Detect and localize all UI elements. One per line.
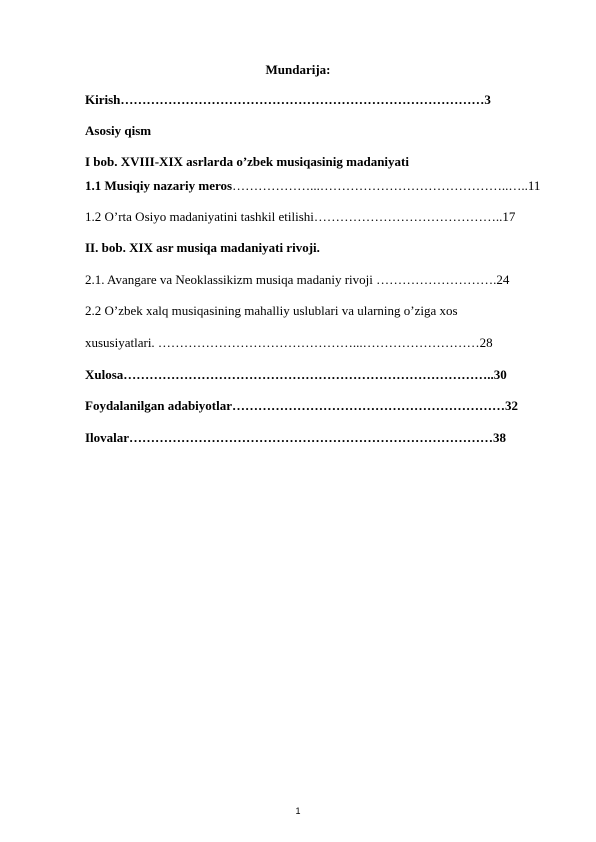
toc-entry-chapter-2: II. bob. XIX asr musiqa madaniyati rivoji. [85,240,320,255]
toc-entry-1-2: 1.2 O’rta Osiyo madaniyatini tashkil etilishi……………………………………..17 [85,209,516,224]
toc-entry-xulosa: Xulosa…………………………………………………………………………..30 [85,367,507,382]
toc-entry-kirish: Kirish…………………………………………………………………………3 [85,92,491,107]
toc-entry-2-2-cont: xususiyatlari. ………………………………………...………………………28 [85,335,493,350]
toc-entry-2-2: 2.2 O’zbek xalq musiqasining mahalliy uslublari va ularning o’ziga xos [85,303,458,318]
toc-entry-chapter-1: I bob. XVIII-XIX asrlarda o’zbek musiqasinig madaniyati [85,154,409,169]
toc-entry-ilovalar: Ilovalar…………………………………………………………………………38 [85,430,507,445]
toc-entry-1-1 [85,178,555,194]
toc-entry-asosiy-qism: Asosiy qism [85,123,152,138]
toc-entry-2-1: 2.1. Avangare va Neoklassikizm musiqa madaniy rivoji ……………………….24 [85,272,510,287]
page-title: Mundarija: [265,62,331,77]
toc-entry-adabiyotlar: Foydalanilgan adabiyotlar………………………………………………………32 [85,398,518,413]
toc-entry-1-1-title: 1.1 Musiqiy nazariy meros [85,178,233,193]
toc-entry-1-1-leader: ………………...……………………………………..…..11 [232,178,541,193]
page-number: 1 [295,806,301,816]
